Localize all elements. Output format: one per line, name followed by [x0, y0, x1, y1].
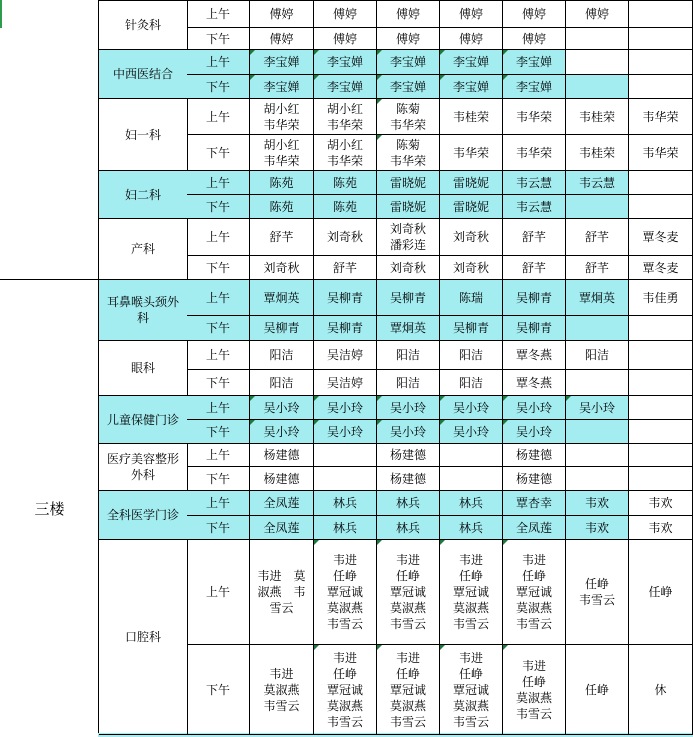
schedule-cell[interactable]: 覃炯英: [250, 280, 314, 316]
schedule-cell[interactable]: [566, 444, 629, 467]
schedule-cell[interactable]: 李宝婵: [377, 50, 440, 75]
period-label: 下午: [187, 645, 250, 735]
schedule-cell[interactable]: 全凤莲: [250, 491, 314, 516]
department-name[interactable]: 妇二科: [99, 171, 188, 219]
period-label: 上午: [187, 99, 250, 135]
period-label: 下午: [187, 370, 250, 396]
period-label: 下午: [187, 516, 250, 540]
schedule-cell[interactable]: 韦桂荣: [566, 135, 629, 171]
schedule-cell[interactable]: 阳洁: [440, 370, 503, 396]
period-label: 下午: [187, 420, 250, 444]
department-name[interactable]: 医疗美容整形外科: [99, 444, 188, 491]
schedule-cell[interactable]: 舒芊: [503, 256, 566, 280]
schedule-cell[interactable]: 吴小玲: [503, 396, 566, 420]
schedule-cell[interactable]: 韦桂荣: [440, 99, 503, 135]
schedule-cell[interactable]: 阳洁: [250, 341, 314, 370]
schedule-cell[interactable]: [566, 75, 629, 99]
schedule-cell[interactable]: 傅婷: [503, 28, 566, 50]
period-label: 上午: [187, 396, 250, 420]
schedule-cell[interactable]: 阳洁: [250, 370, 314, 396]
schedule-cell[interactable]: 吴柳青: [503, 280, 566, 316]
schedule-cell[interactable]: [566, 467, 629, 491]
schedule-cell[interactable]: 杨建德: [503, 467, 566, 491]
schedule-cell[interactable]: 韦进 任峥 覃冠诚 莫淑燕 韦雪云: [314, 645, 377, 735]
schedule-cell[interactable]: 吴小玲: [314, 396, 377, 420]
schedule-cell[interactable]: 李宝婵: [250, 50, 314, 75]
schedule-cell[interactable]: [566, 420, 629, 444]
schedule-cell[interactable]: 吴小玲: [250, 396, 314, 420]
floor-label: 三楼: [34, 499, 65, 518]
period-label: 上午: [187, 219, 250, 256]
schedule-cell[interactable]: 雷晓妮: [377, 195, 440, 219]
schedule-cell[interactable]: 杨建德: [250, 444, 314, 467]
schedule-cell[interactable]: 韦云慧: [503, 171, 566, 195]
schedule-cell[interactable]: 韦华荣: [503, 135, 566, 171]
schedule-cell[interactable]: [629, 467, 693, 491]
period-label: 下午: [187, 256, 250, 280]
schedule-cell[interactable]: 杨建德: [503, 444, 566, 467]
period-label: 上午: [187, 341, 250, 370]
schedule-cell[interactable]: [566, 370, 629, 396]
schedule-cell[interactable]: 吴柳青: [377, 280, 440, 316]
schedule-cell[interactable]: [629, 370, 693, 396]
schedule-cell[interactable]: [566, 316, 629, 341]
schedule-cell[interactable]: 任峥 韦雪云: [566, 540, 629, 645]
schedule-cell[interactable]: 傅婷: [377, 1, 440, 28]
schedule-cell[interactable]: 韦欢: [566, 516, 629, 540]
schedule-cell[interactable]: 韦进 任峥 覃冠诚 莫淑燕 韦雪云: [503, 540, 566, 645]
schedule-cell[interactable]: [629, 1, 693, 28]
schedule-cell[interactable]: 雷晓妮: [440, 195, 503, 219]
schedule-cell[interactable]: 傅婷: [440, 28, 503, 50]
department-name[interactable]: 中西医结合: [99, 50, 188, 99]
schedule-cell[interactable]: 吴小玲: [377, 420, 440, 444]
schedule-cell[interactable]: 吴小玲: [250, 420, 314, 444]
schedule-cell[interactable]: 刘奇秋: [250, 256, 314, 280]
schedule-cell[interactable]: 傅婷: [250, 1, 314, 28]
schedule-cell[interactable]: 任峥: [566, 645, 629, 735]
schedule-cell[interactable]: 韦进 莫淑燕 韦雪云: [250, 645, 314, 735]
schedule-cell[interactable]: 吴柳青: [440, 316, 503, 341]
schedule-cell[interactable]: 吴柳青: [503, 316, 566, 341]
schedule-cell[interactable]: 杨建德: [377, 444, 440, 467]
department-name[interactable]: 眼科: [99, 341, 188, 396]
schedule-cell[interactable]: 舒芊: [566, 219, 629, 256]
schedule-cell[interactable]: 覃冬燕: [503, 341, 566, 370]
schedule-cell[interactable]: 傅婷: [377, 28, 440, 50]
schedule-cell[interactable]: 林兵: [314, 491, 377, 516]
schedule-cell[interactable]: 覃冬燕: [503, 370, 566, 396]
schedule-cell[interactable]: 李宝婵: [503, 75, 566, 99]
schedule-cell[interactable]: 韦云慧: [503, 195, 566, 219]
schedule-cell[interactable]: 吴小玲: [314, 420, 377, 444]
schedule-cell[interactable]: 韦桂荣: [566, 99, 629, 135]
schedule-cell[interactable]: 吴柳青: [314, 316, 377, 341]
schedule-cell[interactable]: 吴小玲: [503, 420, 566, 444]
schedule-cell[interactable]: 林兵: [377, 516, 440, 540]
schedule-cell[interactable]: 傅婷: [314, 28, 377, 50]
schedule-cell[interactable]: 韦欢: [566, 491, 629, 516]
schedule-cell[interactable]: 韦进 任峥 覃冠诚 莫淑燕 韦雪云: [377, 645, 440, 735]
department-name[interactable]: 儿童保健门诊: [99, 396, 188, 444]
schedule-cell[interactable]: 林兵: [314, 516, 377, 540]
schedule-cell[interactable]: 吴柳青: [314, 280, 377, 316]
schedule-cell[interactable]: 阳洁: [377, 341, 440, 370]
schedule-cell[interactable]: 刘奇秋: [440, 256, 503, 280]
schedule-cell[interactable]: 吴洁婷: [314, 370, 377, 396]
schedule-cell[interactable]: [629, 195, 693, 219]
schedule-cell[interactable]: 李宝婵: [377, 75, 440, 99]
schedule-cell[interactable]: 陈苑: [250, 171, 314, 195]
schedule-cell[interactable]: 杨建德: [377, 467, 440, 491]
schedule-cell[interactable]: 傅婷: [566, 1, 629, 28]
schedule-cell[interactable]: [629, 396, 693, 420]
schedule-cell[interactable]: 杨建德: [250, 467, 314, 491]
schedule-cell[interactable]: [314, 444, 377, 467]
schedule-cell[interactable]: 李宝婵: [503, 50, 566, 75]
schedule-cell[interactable]: [566, 28, 629, 50]
schedule-cell[interactable]: [629, 50, 693, 75]
department-name[interactable]: 全科医学门诊: [99, 491, 188, 540]
period-label: 上午: [187, 1, 250, 28]
department-name[interactable]: 妇一科: [99, 99, 188, 171]
period-label: 上午: [187, 280, 250, 316]
schedule-cell[interactable]: 覃炯英: [377, 316, 440, 341]
schedule-cell[interactable]: [629, 28, 693, 50]
schedule-cell[interactable]: 李宝婵: [314, 50, 377, 75]
department-name[interactable]: 针灸科: [99, 1, 188, 50]
schedule-cell[interactable]: 韦进 任峥 覃冠诚 莫淑燕 韦雪云: [314, 540, 377, 645]
schedule-cell[interactable]: 全凤莲: [250, 516, 314, 540]
schedule-cell[interactable]: 韦云慧: [566, 171, 629, 195]
schedule-cell[interactable]: 韦进 任峥 覃冠诚 莫淑燕 韦雪云: [440, 645, 503, 735]
schedule-cell[interactable]: 雷晓妮: [377, 171, 440, 195]
selection-edge: [0, 0, 2, 28]
schedule-cell[interactable]: 胡小红 韦华荣: [314, 99, 377, 135]
schedule-cell[interactable]: 吴柳青: [250, 316, 314, 341]
schedule-cell[interactable]: 舒芊: [250, 219, 314, 256]
period-label: 下午: [187, 75, 250, 99]
schedule-cell[interactable]: 胡小红 韦华荣: [250, 99, 314, 135]
schedule-cell[interactable]: [566, 195, 629, 219]
schedule-cell[interactable]: 傅婷: [503, 1, 566, 28]
schedule-cell[interactable]: 刘奇秋: [440, 219, 503, 256]
schedule-cell[interactable]: 吴小玲: [377, 396, 440, 420]
schedule-cell[interactable]: 韦欢: [629, 491, 693, 516]
schedule-cell[interactable]: 全凤莲: [503, 516, 566, 540]
department-name[interactable]: 耳鼻喉头颈外科: [99, 280, 188, 341]
schedule-cell[interactable]: 韦进 任峥 莫淑燕 韦雪云: [503, 645, 566, 735]
schedule-cell[interactable]: 胡小红 韦华荣: [314, 135, 377, 171]
schedule-cell[interactable]: 刘奇秋 潘彩连: [377, 219, 440, 256]
schedule-cell[interactable]: 韦华荣: [629, 135, 693, 171]
schedule-cell[interactable]: [629, 444, 693, 467]
schedule-cell[interactable]: 李宝婵: [314, 75, 377, 99]
schedule-cell[interactable]: [314, 467, 377, 491]
schedule-cell[interactable]: 韦进 莫 淑燕 韦 雪云: [250, 540, 314, 645]
schedule-cell[interactable]: 吴小玲: [566, 396, 629, 420]
schedule-cell[interactable]: 刘奇秋: [314, 219, 377, 256]
schedule-cell[interactable]: [629, 420, 693, 444]
period-label: 下午: [187, 135, 250, 171]
schedule-cell[interactable]: 韦佳勇: [629, 280, 693, 316]
period-label: 上午: [187, 171, 250, 195]
schedule-cell[interactable]: 舒芊: [314, 256, 377, 280]
schedule-cell[interactable]: [629, 171, 693, 195]
schedule-cell[interactable]: 韦进 任峥 覃冠诚 莫淑燕 韦雪云: [440, 540, 503, 645]
schedule-cell[interactable]: 吴小玲: [440, 396, 503, 420]
schedule-cell[interactable]: 阳洁: [440, 341, 503, 370]
schedule-cell[interactable]: 陈菊 韦华荣: [377, 135, 440, 171]
schedule-cell[interactable]: [440, 444, 503, 467]
schedule-cell[interactable]: 李宝婵: [440, 50, 503, 75]
schedule-cell[interactable]: [629, 75, 693, 99]
schedule-cell[interactable]: 覃冬麦: [629, 256, 693, 280]
schedule-cell[interactable]: [440, 467, 503, 491]
schedule-cell[interactable]: [629, 341, 693, 370]
schedule-cell[interactable]: 覃炯英: [566, 280, 629, 316]
schedule-cell[interactable]: 韦华荣: [629, 99, 693, 135]
schedule-cell[interactable]: 韦进 任峥 覃冠诚 莫淑燕 韦雪云: [377, 540, 440, 645]
period-label: 上午: [187, 50, 250, 75]
schedule-cell[interactable]: 韦华荣: [503, 99, 566, 135]
schedule-cell[interactable]: 李宝婵: [440, 75, 503, 99]
schedule-cell[interactable]: 吴小玲: [440, 420, 503, 444]
period-label: 下午: [187, 28, 250, 50]
schedule-cell[interactable]: 雷晓妮: [440, 171, 503, 195]
department-name[interactable]: 产科: [99, 219, 188, 280]
period-label: 上午: [187, 491, 250, 516]
schedule-cell[interactable]: 覃冬麦: [629, 219, 693, 256]
schedule-cell[interactable]: 陈苑: [314, 195, 377, 219]
period-label: 上午: [187, 540, 250, 645]
schedule-cell[interactable]: 傅婷: [440, 1, 503, 28]
schedule-cell[interactable]: 林兵: [440, 516, 503, 540]
schedule-cell[interactable]: 韦华荣: [440, 135, 503, 171]
schedule-cell[interactable]: [629, 316, 693, 341]
schedule-cell[interactable]: 傅婷: [250, 28, 314, 50]
schedule-cell[interactable]: 胡小红 韦华荣: [250, 135, 314, 171]
schedule-cell[interactable]: 覃杏幸: [503, 491, 566, 516]
schedule-cell[interactable]: 休: [629, 645, 693, 735]
schedule-cell[interactable]: 李宝婵: [250, 75, 314, 99]
schedule-cell[interactable]: 阳洁: [377, 370, 440, 396]
period-label: 上午: [187, 444, 250, 467]
period-label: 下午: [187, 316, 250, 341]
schedule-cell[interactable]: 陈苑: [250, 195, 314, 219]
schedule-cell[interactable]: 林兵: [377, 491, 440, 516]
schedule-cell[interactable]: 陈菊 韦华荣: [377, 99, 440, 135]
schedule-cell[interactable]: 韦欢: [629, 516, 693, 540]
period-label: 下午: [187, 467, 250, 491]
period-label: 下午: [187, 195, 250, 219]
department-name[interactable]: 口腔科: [99, 540, 188, 735]
schedule-cell[interactable]: 傅婷: [314, 1, 377, 28]
schedule-cell[interactable]: 阳洁: [566, 341, 629, 370]
schedule-cell[interactable]: 任峥: [629, 540, 693, 645]
schedule-cell[interactable]: 舒芊: [503, 219, 566, 256]
schedule-cell[interactable]: 吴洁婷: [314, 341, 377, 370]
schedule-cell[interactable]: 陈瑞: [440, 280, 503, 316]
schedule-cell[interactable]: [566, 50, 629, 75]
schedule-cell[interactable]: 陈苑: [314, 171, 377, 195]
schedule-cell[interactable]: 林兵: [440, 491, 503, 516]
schedule-cell[interactable]: 刘奇秋: [377, 256, 440, 280]
schedule-cell[interactable]: 舒芊: [566, 256, 629, 280]
